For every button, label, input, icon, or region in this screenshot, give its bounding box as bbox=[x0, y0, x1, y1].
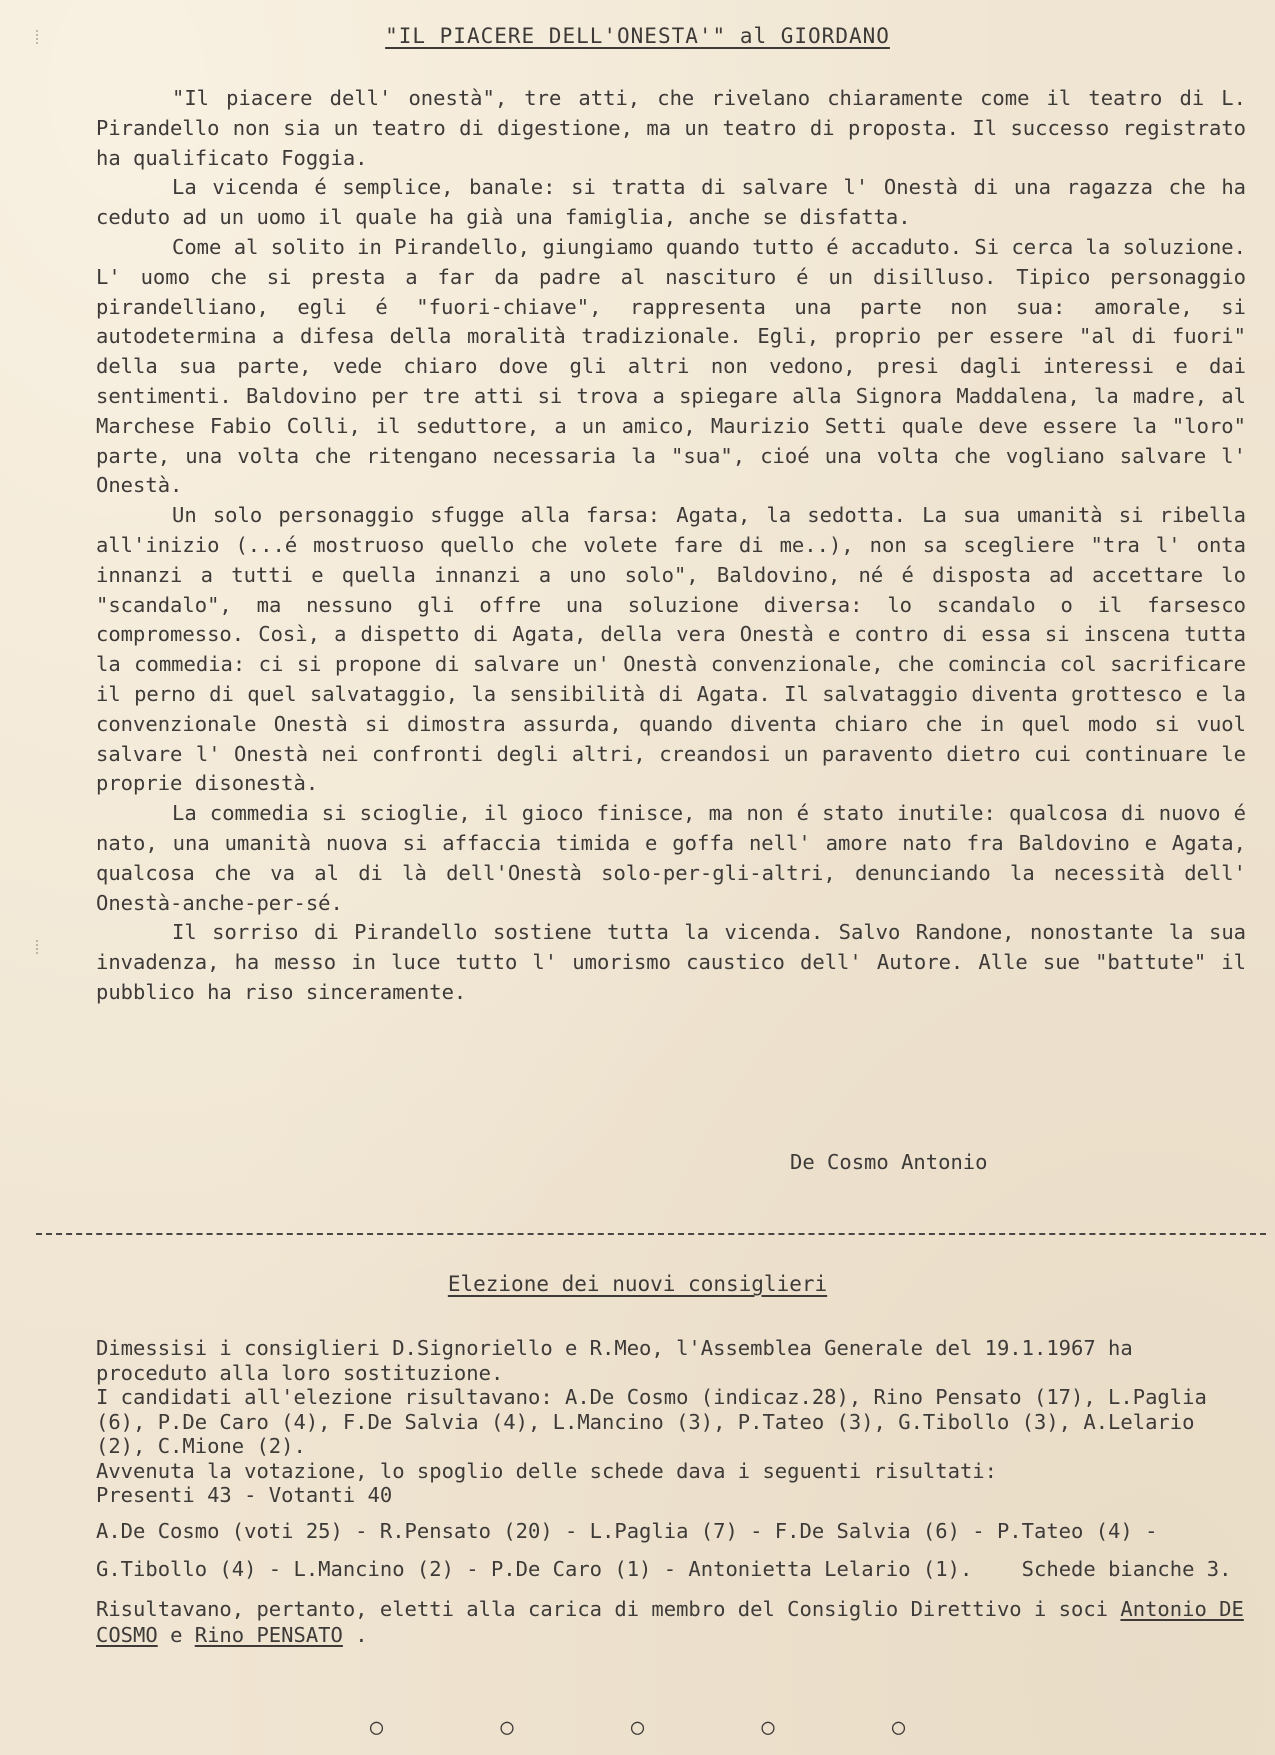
election-conclusion bbox=[96, 1596, 1246, 1648]
election-vote-intro: Avvenuta la votazione, lo spoglio delle schede dava i seguenti risultati: bbox=[96, 1458, 997, 1483]
footer-dots: ○ ○ ○ ○ ○ bbox=[369, 1715, 958, 1740]
section-divider bbox=[36, 1233, 1266, 1235]
article-paragraph: Il sorriso di Pirandello sostiene tutta la vicenda. Salvo Randone, nonostante la sua invadenza, ha messo in luce tutto l' umorismo caustico dell' Autore. Alle sue "battute" il pubblico ha riso sinceramente. bbox=[96, 920, 1246, 1004]
article-paragraph: "Il piacere dell' onestà", tre atti, che rivelano chiaramente come il teatro di L. Pirandello non sia un teatro di digestione, ma un teatro di proposta. Il successo registrato ha qualificato Foggia. bbox=[96, 86, 1246, 170]
election-intro: Dimessisi i consiglieri D.Signoriello e R.Meo, l'Assemblea Generale del 19.1.1967 ha proceduto alla loro sostituzione. bbox=[96, 1336, 1133, 1385]
punch-mark bbox=[36, 940, 46, 954]
election-attendance: Presenti 43 - Votanti 40 bbox=[96, 1483, 393, 1507]
election-title: Elezione dei nuovi consiglieri bbox=[447, 1272, 828, 1296]
election-blank-ballots: Schede bianche 3. bbox=[1021, 1556, 1232, 1581]
election-results-text: A.De Cosmo (voti 25) - R.Pensato (20) - L.Paglia (7) - F.De Salvia (6) - P.Tateo (4) - G.Tibollo (4) - L.Mancino (2) - P.De Caro (1) - Antonietta Lelario (1). bbox=[96, 1518, 1158, 1581]
article-signature: De Cosmo Antonio bbox=[790, 1150, 988, 1174]
article-title: "IL PIACERE DELL'ONESTA'" al GIORDANO bbox=[385, 24, 890, 48]
article-paragraph: Un solo personaggio sfugge alla farsa: Agata, la sedotta. La sua umanità si ribella all'inizio (...é mostruoso quello che volete fare di me..), non sa scegliere "tra l' onta innanzi a tutti e quella innanzi a uno solo", Baldovino, né é disposta ad accettare lo "scandalo", ma nessuno gli offre una soluzione diversa: lo scandalo o il farsesco compromesso. Così, a dispetto di Agata, della vera Onestà e contro di essa si inscena tutta la commedia: ci si propone di salvare un' Onestà convenzionale, che comincia col sacrificare il perno di quel salvataggio, la sensibilità di Agata. Il salvataggio diventa grottesco e la convenzionale Onestà si dimostra assurda, quando diventa chiaro che in quel modo si vuol salvare l' Onestà nei confronti degli altri, creandosi un paravento dietro cui continuare le proprie disonestà. bbox=[96, 503, 1246, 796]
conclusion-prefix: Risultavano, pertanto, eletti alla carica di membro del Consiglio Direttivo i soci bbox=[96, 1596, 1109, 1621]
election-section bbox=[96, 1336, 1246, 1648]
election-candidates: I candidati all'elezione risultavano: A.De Cosmo (indicaz.28), Rino Pensato (17), L.Paglia (6), P.De Caro (4), F.De Salvia (4), L.Mancino (3), P.Tateo (3), G.Tibollo (3), A.Lelario (2), C.Mione (2). bbox=[96, 1385, 1207, 1458]
elected-member-2: Rino PENSATO bbox=[194, 1622, 343, 1647]
elected-member-1: Antonio DE COSMO bbox=[96, 1596, 1244, 1647]
conclusion-conjunction: e bbox=[170, 1622, 183, 1647]
article-paragraph: La commedia si scioglie, il gioco finisce, ma non é stato inutile: qualcosa di nuovo é nato, una umanità nuova si affaccia timida e goffa nell' amore nato fra Baldovino e Agata, qualcosa che va al di là dell'Onestà solo-per-gli-altri, denunciando la necessità dell' Onestà-anche-per-sé. bbox=[96, 801, 1246, 915]
article-body bbox=[96, 84, 1246, 1008]
article-paragraph: La vicenda é semplice, banale: si tratta di salvare l' Onestà di una ragazza che ha ceduto ad un uomo il quale ha già una famiglia, anche se disfatta. bbox=[96, 175, 1246, 230]
conclusion-suffix: . bbox=[355, 1622, 368, 1647]
election-results bbox=[96, 1512, 1246, 1588]
article-paragraph: Come al solito in Pirandello, giungiamo quando tutto é accaduto. Si cerca la soluzione. L' uomo che si presta a far da padre al nascituro é un disilluso. Tipico personaggio pirandelliano, egli é "fuori-chiave", rappresenta una parte non sua: amorale, si autodetermina a difesa della moralità tradizionale. Egli, proprio per essere "al di fuori" della sua parte, vede chiaro dove gli altri non vedono, presi dagli interessi e dai sentimenti. Baldovino per tre atti si trova a spiegare alla Signora Maddalena, la madre, al Marchese Fabio Colli, il seduttore, a un amico, Maurizio Setti quale deve essere la "loro" parte, una volta che ritengano necessaria la "sua", cioé una volta che vogliano salvare l' Onestà. bbox=[96, 234, 1246, 498]
